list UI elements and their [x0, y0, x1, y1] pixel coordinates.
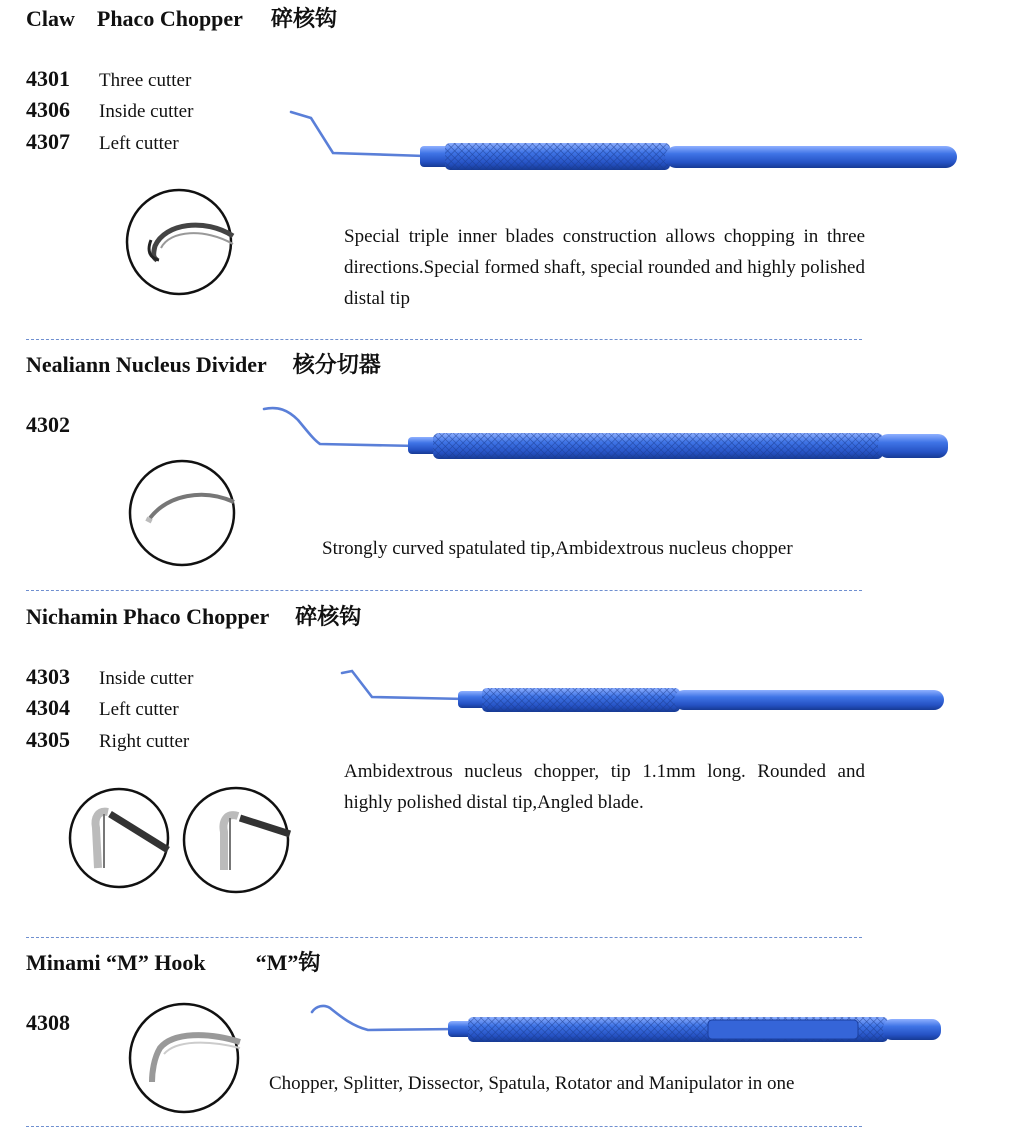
section-claw — [26, 2, 337, 33]
variant-label: Three cutter — [99, 70, 192, 91]
variant-label: Inside cutter — [99, 668, 194, 689]
product-code: 4305 — [26, 727, 70, 752]
product-code: 4303 — [26, 664, 70, 689]
instrument-image — [258, 400, 958, 470]
section-title-chinese: 核分切器 — [292, 352, 381, 377]
section-title-chinese: “M”钩 — [255, 950, 321, 975]
section-title: Minami “M” Hook — [26, 950, 206, 975]
product-code: 4307 — [26, 129, 70, 154]
list-item — [26, 727, 189, 753]
product-code: 4301 — [26, 66, 70, 91]
product-code: 4302 — [26, 412, 70, 437]
tip-detail-image — [128, 1002, 243, 1117]
tip-detail-image — [128, 460, 238, 570]
section-title: Nealiann Nucleus Divider — [26, 352, 267, 377]
instrument-image — [338, 665, 953, 725]
product-description: Ambidextrous nucleus chopper, tip 1.1mm long. Rounded and highly polished distal tip,Angled blade. — [344, 761, 865, 813]
section-title-chinese: 碎核钩 — [295, 604, 362, 629]
instrument-image — [308, 1000, 948, 1060]
list-item — [26, 129, 179, 155]
instrument-image — [285, 108, 965, 178]
divider — [26, 1126, 862, 1127]
list-item — [26, 97, 193, 123]
divider — [26, 590, 862, 591]
product-description: Chopper, Splitter, Dissector, Spatula, Rotator and Manipulator in one — [269, 1073, 795, 1094]
list-item — [26, 664, 193, 690]
variant-label: Left cutter — [99, 133, 179, 154]
tip-detail-image — [68, 788, 172, 892]
product-code: 4306 — [26, 97, 70, 122]
divider — [26, 937, 862, 938]
list-item — [26, 66, 191, 92]
product-code: 4308 — [26, 1010, 70, 1035]
product-code: 4304 — [26, 695, 70, 720]
section-nichamin — [26, 600, 361, 631]
list-item — [26, 695, 179, 721]
product-description: Strongly curved spatulated tip,Ambidextrous nucleus chopper — [322, 538, 793, 559]
tip-detail-image — [182, 786, 292, 896]
variant-label: Left cutter — [99, 699, 179, 720]
divider — [26, 339, 862, 340]
section-nealiann — [26, 348, 381, 379]
section-title: Claw Phaco Chopper — [26, 6, 243, 31]
variant-label: Inside cutter — [99, 101, 194, 122]
section-title: Nichamin Phaco Chopper — [26, 604, 270, 629]
tip-detail-image — [125, 188, 235, 298]
section-minami — [26, 946, 320, 977]
product-description: Special triple inner blades construction allows chopping in three directions.Special formed shaft, special rounded and highly polished distal tip — [344, 226, 865, 309]
list-item — [26, 412, 99, 438]
list-item — [26, 1010, 99, 1036]
section-title-chinese: 碎核钩 — [270, 6, 337, 31]
variant-label: Right cutter — [99, 731, 190, 752]
